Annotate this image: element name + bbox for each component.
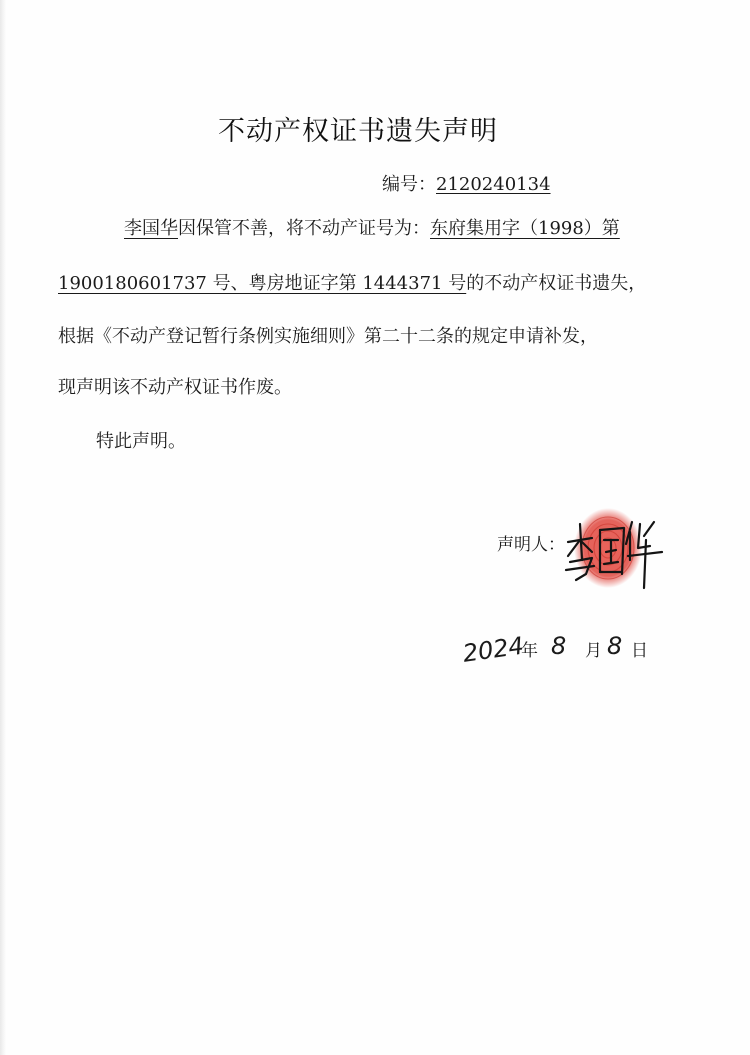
body-line-1 (124, 214, 620, 240)
body-text-1: 因保管不善，将不动产证号为： (178, 218, 430, 239)
date-month-char: 月 (585, 641, 602, 661)
body-text-2: 的不动产权证书遗失， (466, 273, 647, 294)
certificate-number-part-2: 1900180601737 号、粤房地证字第 1444371 号 (58, 273, 467, 294)
date-day: 8 (607, 632, 623, 660)
certificate-number-part-1: 东府集用字（1998）第 (430, 218, 620, 239)
serial-label: 编号： (382, 174, 436, 195)
serial-number (382, 170, 551, 196)
closing-statement: 特此声明。 (96, 431, 186, 452)
date-day-char: 日 (631, 641, 648, 661)
document-title: 不动产权证书遗失声明 (218, 116, 498, 147)
serial-value: 2120240134 (436, 174, 551, 195)
signing-date (455, 618, 675, 678)
date-year-char: 年 (521, 641, 538, 661)
body-line-2 (58, 269, 646, 295)
body-line-4: 现声明该不动产权证书作废。 (58, 377, 292, 398)
page-edge-shadow (0, 0, 6, 1055)
date-year: 2024 (461, 631, 526, 668)
declarant-label: 声明人： (497, 535, 565, 555)
signature-with-fingerprint (562, 500, 672, 600)
date-month: 8 (551, 632, 567, 660)
body-line-3: 根据《不动产登记暂行条例实施细则》第二十二条的规定申请补发， (58, 326, 598, 347)
owner-name: 李国华 (124, 218, 178, 239)
